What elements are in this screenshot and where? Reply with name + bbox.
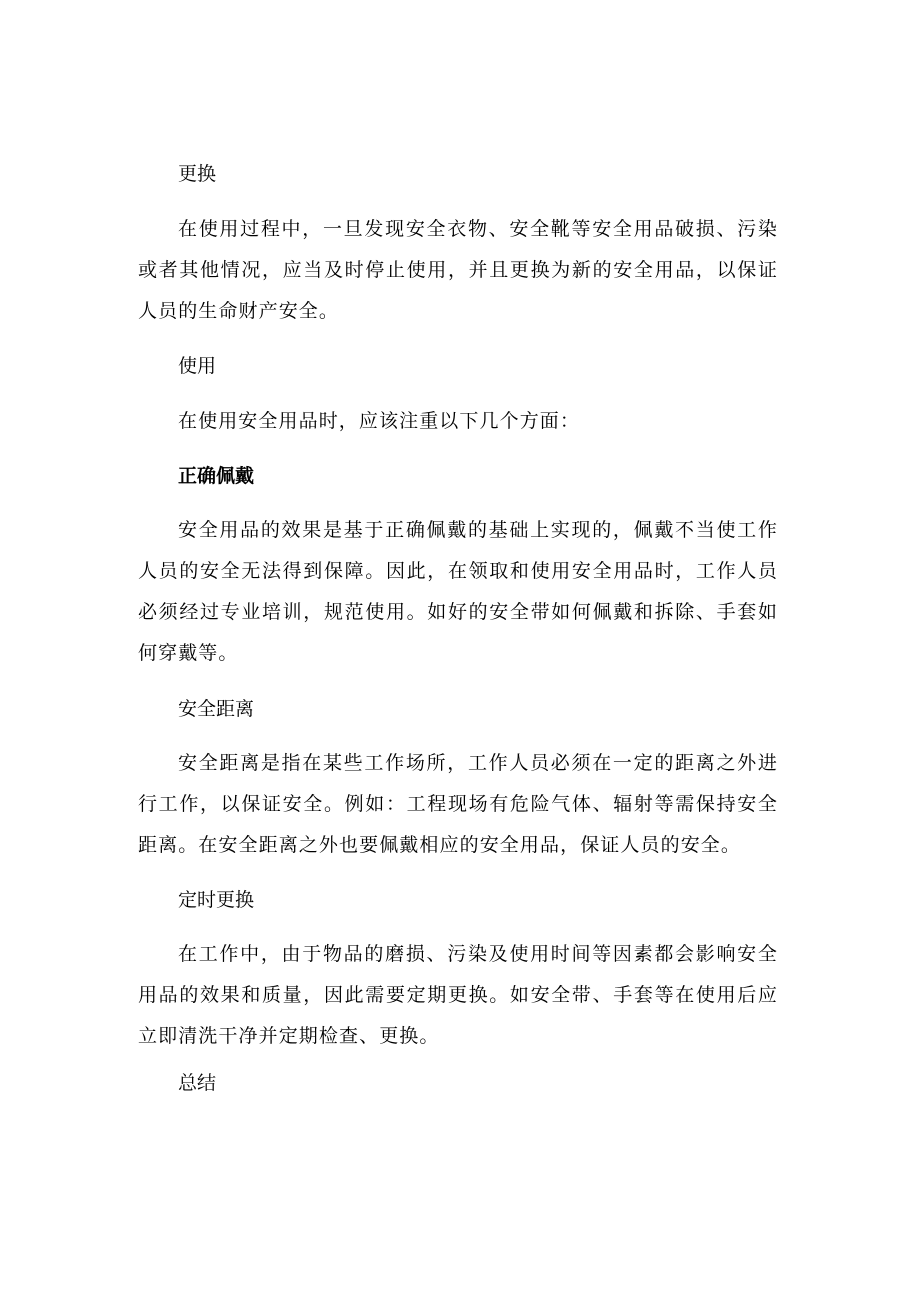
section-body-correct-wearing: 安全用品的效果是基于正确佩戴的基础上实现的，佩戴不当使工作人员的安全无法得到保障。因此，在领取和使用安全用品时，工作人员必须经过专业培训，规范使用。如好的安全带如何佩戴和拆除、手套如何穿戴等。 <box>138 519 778 664</box>
section-body-replace: 在使用过程中，一旦发现安全衣物、安全靴等安全用品破损、污染或者其他情况，应当及时停止使用，并且更换为新的安全用品，以保证人员的生命财产安全。 <box>138 218 778 322</box>
section-heading-correct-wearing: 正确佩戴 <box>178 465 255 487</box>
section-heading-safe-distance: 安全距离 <box>178 698 255 720</box>
section-body-regular-replace: 在工作中，由于物品的磨损、污染及使用时间等因素都会影响安全用品的效果和质量，因此需要定期更换。如安全带、手套等在使用后应立即清洗干净并定期检查、更换。 <box>138 943 778 1047</box>
section-heading-summary: 总结 <box>178 1072 217 1094</box>
section-heading-regular-replace: 定时更换 <box>178 889 255 911</box>
section-body-safe-distance: 安全距离是指在某些工作场所，工作人员必须在一定的距离之外进行工作，以保证安全。例如：工程现场有危险气体、辐射等需保持安全距离。在安全距离之外也要佩戴相应的安全用品，保证人员的安全。 <box>138 752 778 856</box>
section-body-usage: 在使用安全用品时，应该注重以下几个方面： <box>178 410 581 432</box>
section-heading-replace: 更换 <box>178 163 217 185</box>
section-heading-usage: 使用 <box>178 355 217 377</box>
